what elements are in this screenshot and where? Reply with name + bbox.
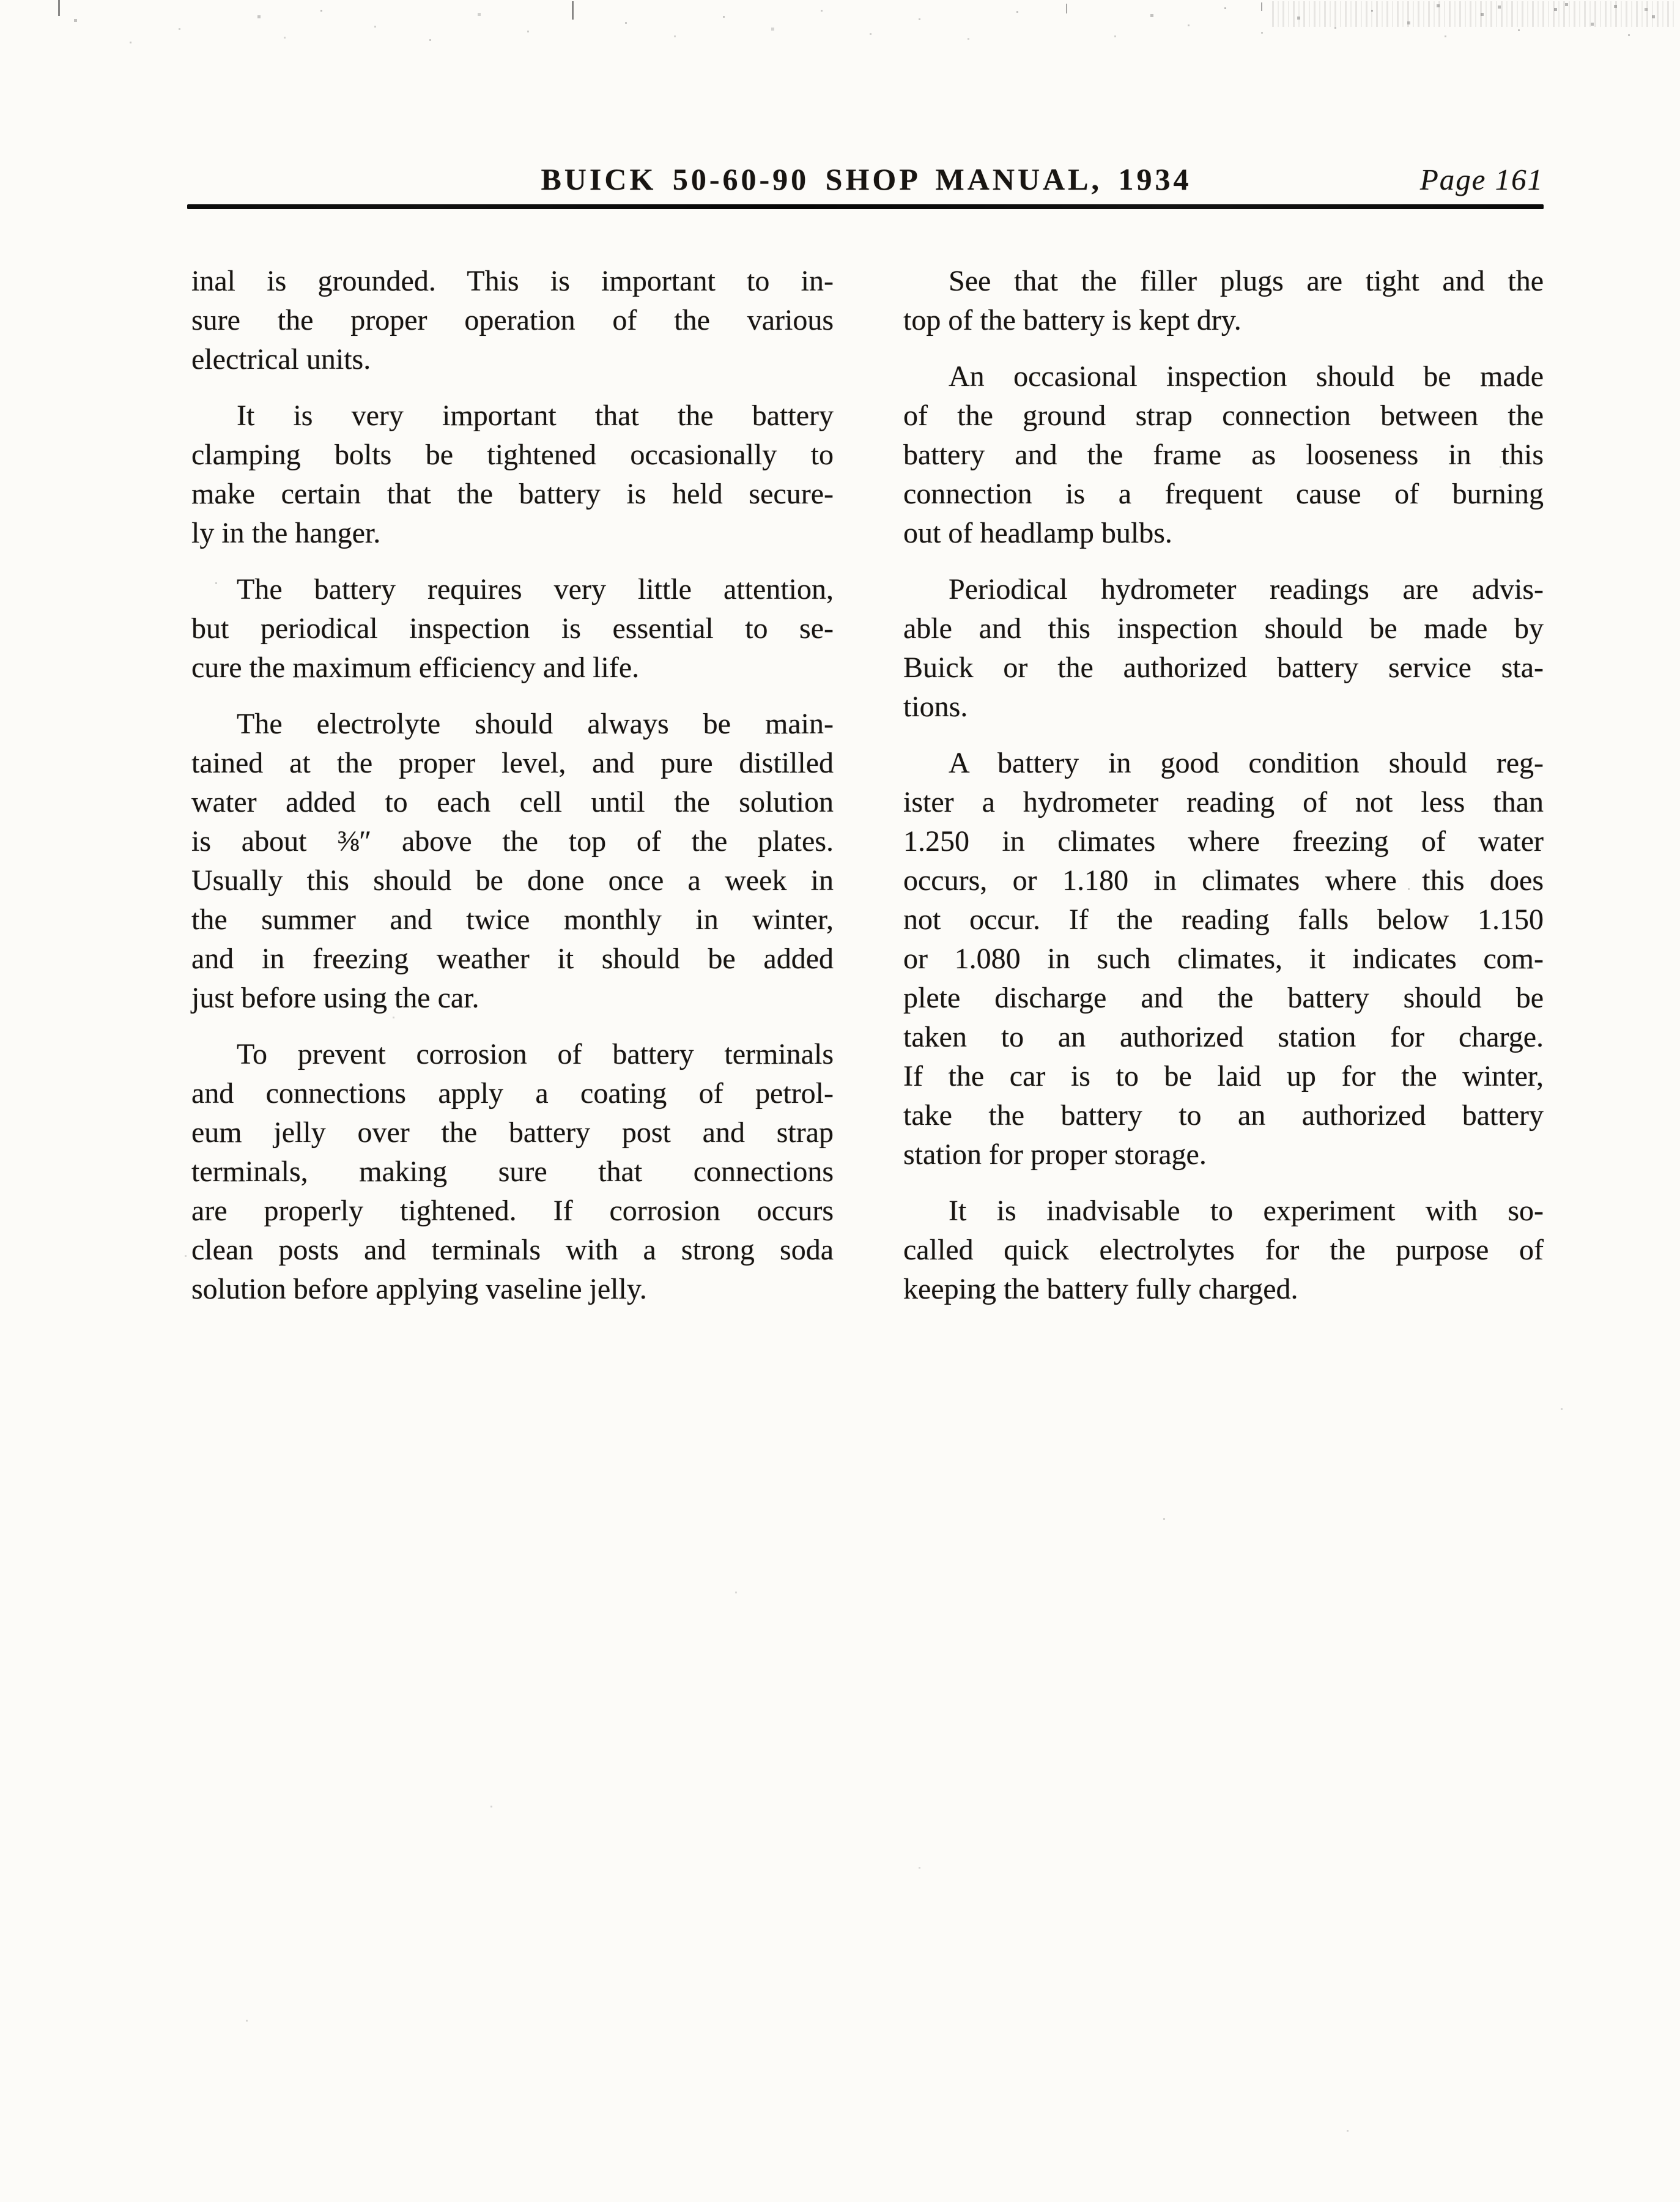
text-line: is about ⅜″ above the top of the plates. [191,825,834,858]
text-line: are properly tightened. If corrosion occurs [191,1195,834,1227]
text-line: If the car is to be laid up for the winter, [903,1060,1544,1092]
text-line: terminals, making sure that connections [191,1155,834,1188]
paragraph [191,705,834,1018]
paragraph [191,1035,834,1309]
text-line: water added to each cell until the solution [191,786,834,818]
text-line: It is very important that the battery [237,399,834,432]
text-line: clamping bolts be tightened occasionally to [191,439,834,471]
text-line: make certain that the battery is held secure- [191,478,834,510]
text-line: tions. [903,691,968,723]
text-line: Buick or the authorized battery service sta- [903,651,1544,684]
text-line: out of headlamp bulbs. [903,517,1172,549]
text-line: and in freezing weather it should be added [191,943,834,975]
text-line: ister a hydrometer reading of not less than [903,786,1544,818]
text-line: inal is grounded. This is important to in- [191,265,834,297]
text-line: and connections apply a coating of petrol- [191,1077,834,1110]
scan-artifact-tick [1066,4,1067,13]
text-line: An occasional inspection should be made [949,360,1544,393]
scan-smudge-band [1272,1,1676,27]
text-line: A battery in good condition should reg- [949,747,1544,779]
text-line: eum jelly over the battery post and strap [191,1116,834,1149]
text-line: or 1.080 in such climates, it indicates com- [903,943,1544,975]
text-line: The electrolyte should always be main- [237,708,834,740]
text-line: take the battery to an authorized battery [903,1099,1544,1132]
text-line: Usually this should be done once a week in [191,864,834,897]
text-line: not occur. If the reading falls below 1.150 [903,903,1544,936]
text-line: taken to an authorized station for charge. [903,1021,1544,1053]
text-line: plete discharge and the battery should be [903,982,1544,1014]
text-line: See that the filler plugs are tight and the [949,265,1544,297]
text-line: The battery requires very little attention, [237,573,834,606]
text-line: electrical units. [191,343,371,376]
text-line: cure the maximum efficiency and life. [191,651,640,684]
page-number: Page 161 [1419,163,1544,196]
scan-artifact-tick [58,0,60,16]
left-column [191,262,834,1309]
text-line: but periodical inspection is essential to se- [191,612,834,645]
text-line: able and this inspection should be made by [903,612,1544,645]
text-line: It is inadvisable to experiment with so- [949,1195,1544,1227]
paragraph [191,396,834,553]
text-line: called quick electrolytes for the purpose of [903,1234,1544,1266]
text-line: tained at the proper level, and pure distilled [191,747,834,779]
scan-artifact-tick [572,1,574,20]
right-column [903,262,1544,1309]
text-line: keeping the battery fully charged. [903,1273,1298,1305]
text-line: the summer and twice monthly in winter, [191,903,834,936]
text-line: top of the battery is kept dry. [903,304,1241,336]
paragraph [903,570,1544,727]
text-line: solution before applying vaseline jelly. [191,1273,647,1305]
paragraph [903,1192,1544,1309]
text-line: clean posts and terminals with a strong soda [191,1234,834,1266]
text-line: 1.250 in climates where freezing of water [903,825,1544,858]
text-line: battery and the frame as looseness in this [903,439,1544,471]
header-divider-rule [187,204,1544,209]
text-line: of the ground strap connection between the [903,399,1544,432]
text-line: just before using the car. [191,982,479,1014]
text-line: To prevent corrosion of battery terminals [237,1038,834,1070]
scan-noise-speckles [0,0,2,2]
text-line: sure the proper operation of the various [191,304,834,336]
text-line: connection is a frequent cause of burning [903,478,1544,510]
text-line: Periodical hydrometer readings are advis- [949,573,1544,606]
text-line: ly in the hanger. [191,517,381,549]
paragraph [903,744,1544,1174]
paragraph [903,357,1544,553]
header-title: BUICK 50-60-90 SHOP MANUAL, 1934 [541,162,1192,196]
paragraph [191,262,834,379]
paragraph [191,570,834,688]
paragraph [903,262,1544,340]
text-line: occurs, or 1.180 in climates where this does [903,864,1544,897]
scan-artifact-tick [1261,2,1262,11]
text-line: station for proper storage. [903,1138,1207,1171]
page-header [189,160,1544,201]
